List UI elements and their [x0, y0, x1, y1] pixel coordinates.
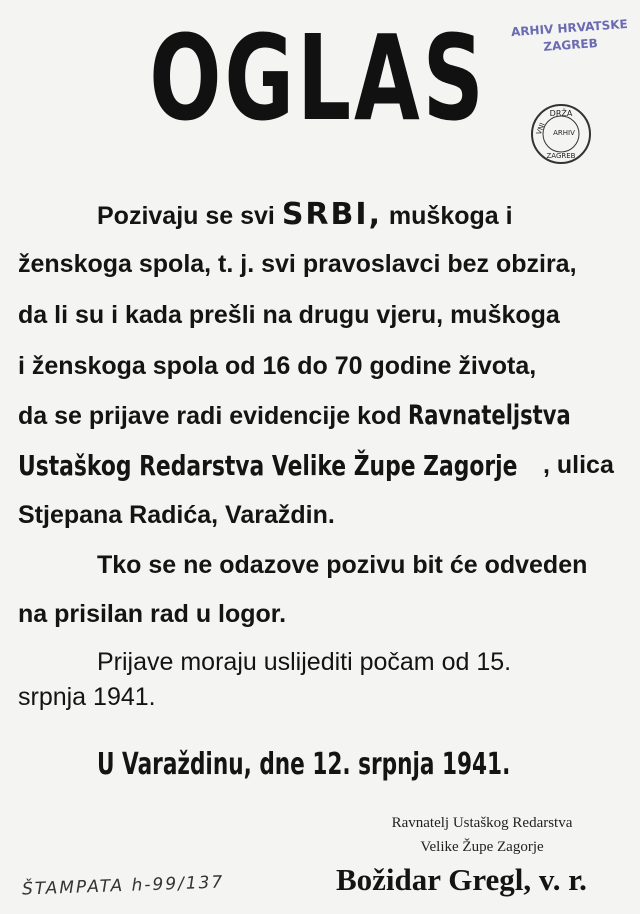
paragraph2-line2: na prisilan rad u logor. — [18, 600, 287, 628]
ustaskog-redarstva-text: Ustaškog Redarstva Velike Župe Zagorje — [18, 449, 518, 482]
p1-line5-text-a: da se prijave radi evidencije kod — [18, 402, 409, 430]
round-stamp-top-text: DRŽA — [549, 109, 573, 118]
round-stamp-left-text: VNI — [535, 121, 547, 136]
archive-stamp — [509, 16, 631, 58]
round-stamp-center-text: ARHIV — [553, 129, 575, 137]
p1-line1-text-a: Pozivaju se svi — [97, 202, 282, 230]
paragraph1-line6 — [18, 449, 614, 484]
signature-name: Božidar Gregl, v. r. — [336, 862, 587, 897]
date-line: U Varaždinu, dne 12. srpnja 1941. — [97, 747, 511, 782]
paragraph1-line5 — [18, 399, 617, 433]
round-stamp-bottom-text: ZAGREB — [546, 152, 576, 160]
paragraph3-line2: srpnja 1941. — [18, 683, 156, 711]
paragraph3-line1: Prijave moraju uslijediti počam od 15. — [97, 648, 512, 676]
paragraph1-line4: i ženskoga spola od 16 do 70 godine života, — [18, 352, 537, 380]
archive-stamp-line1: ARHIV HRVATSKE — [510, 16, 629, 40]
p1-line6-text-b: , ulica — [543, 451, 614, 479]
p1-line1-text-b: muškoga i — [381, 202, 513, 230]
signature-title-line1: Ravnatelj Ustaškog Redarstva — [391, 815, 573, 831]
archive-stamp-line2: ZAGREB — [542, 36, 599, 54]
poster-title: OGLAS — [149, 9, 487, 147]
paragraph1-line7: Stjepana Radića, Varaždin. — [18, 501, 335, 529]
paragraph1-line1 — [97, 198, 513, 233]
signature-title-line2: Velike Župe Zagorje — [420, 839, 544, 855]
srbi-word: SRBI, — [281, 197, 382, 232]
paragraph2-line1: Tko se ne odazove pozivu bit će odveden — [97, 551, 588, 579]
paragraph1-line3: da li su i kada prešli na drugu vjeru, muškoga — [18, 301, 560, 329]
ravnateljstva-word: Ravnateljstva — [408, 400, 572, 431]
paragraph1-line2: ženskoga spola, t. j. svi pravoslavci bez obzira, — [18, 250, 577, 278]
round-archive-stamp — [530, 103, 592, 165]
handwritten-archive-note: ŠTAMPATA h-99/137 — [21, 872, 225, 900]
